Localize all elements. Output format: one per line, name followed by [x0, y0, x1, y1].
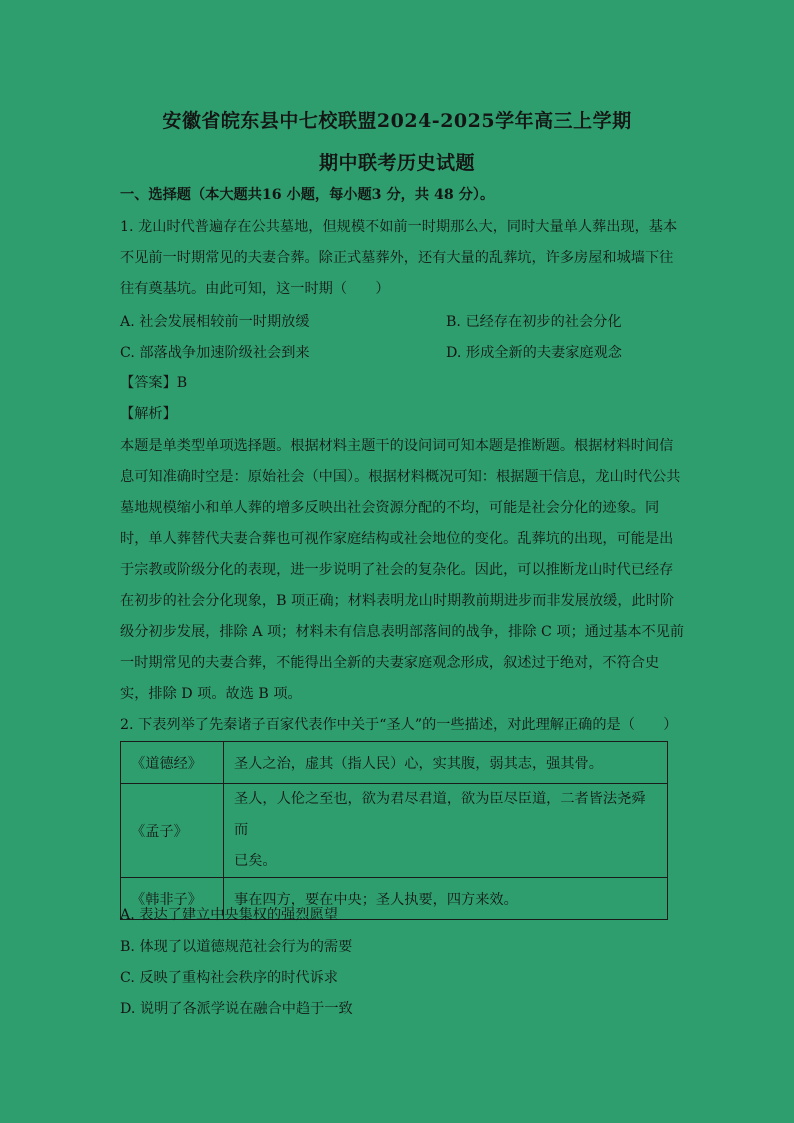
doc-title-line1: 安徽省皖东县中七校联盟2024-2025学年高三上学期 [162, 110, 632, 132]
q2-option-d: D. 说明了各派学说在融合中趋于一致 [120, 1001, 353, 1017]
quote-line: 圣人，人伦之至也，欲为君尽君道，欲为臣尽臣道，二者皆法尧舜而 [234, 791, 646, 838]
q2-option-c: C. 反映了重构社会秩序的时代诉求 [120, 970, 338, 986]
table-quote-cell [224, 742, 668, 784]
q2-option-a: A. 表达了建立中央集权的强烈愿望 [120, 907, 338, 923]
q1-option-d: D. 形成全新的夫妻家庭观念 [446, 345, 622, 361]
q1-stem-line: 往有奠基坑。由此可知，这一时期（ ） [120, 281, 390, 297]
q1-analysis-line: 时，单人葬替代夫妻合葬也可视作家庭结构或社会地位的变化。乱葬坑的出现，可能是出 [120, 531, 674, 547]
quote-line: 圣人之治，虚其（指人民）心，实其腹，弱其志，强其骨。 [234, 755, 603, 772]
table-row [121, 742, 668, 784]
table-row [121, 784, 668, 878]
section-header: 一、选择题（本大题共16 小题，每小题3 分，共 48 分）。 [120, 187, 495, 203]
q1-stem-line: 不见前一时期常见的夫妻合葬。除正式墓葬外，还有大量的乱葬坑，许多房屋和城墙下往 [120, 250, 674, 266]
q1-analysis-line: 级分初步发展，排除 A 项；材料未有信息表明部落间的战争，排除 C 项；通过基本不见前 [120, 624, 685, 640]
q2-source-table [120, 741, 668, 920]
q1-analysis-line: 在初步的社会分化现象，B 项正确；材料表明龙山时期教前期进步而非发展放缓，此时阶 [120, 593, 675, 609]
q1-analysis-line: 一时期常见的夫妻合葬，不能得出全新的夫妻家庭观念形成，叙述过于绝对，不符合史 [120, 655, 660, 671]
quote-line: 已矣。 [234, 853, 277, 869]
q2-stem: 2. 下表列举了先秦诸子百家代表作中关于“圣人”的一些描述，对此理解正确的是（ ） [120, 717, 678, 733]
q1-analysis-line: 实，排除 D 项。故选 B 项。 [120, 686, 302, 702]
table-book-cell: 《孟子》 [121, 784, 224, 878]
table-book-cell: 《韩非子》 [121, 878, 224, 920]
table-book-cell: 《道德经》 [121, 742, 224, 784]
q1-answer: 【答案】B [120, 375, 188, 391]
q1-option-b: B. 已经存在初步的社会分化 [446, 314, 622, 330]
q1-option-c: C. 部落战争加速阶级社会到来 [120, 345, 310, 361]
q1-option-a: A. 社会发展相较前一时期放缓 [120, 314, 310, 330]
q1-analysis-label: 【解析】 [120, 406, 177, 422]
doc-title-line2: 期中联考历史试题 [318, 152, 475, 174]
q1-analysis-line: 于宗教或阶级分化的表现，进一步说明了社会的复杂化。因此，可以推断龙山时代已经存 [120, 562, 674, 578]
quote-line: 事在四方，要在中央；圣人执要，四方来效。 [234, 891, 518, 908]
q1-stem-line: 1. 龙山时代普遍存在公共墓地，但规模不如前一时期那么大，同时大量单人葬出现，基本 [120, 219, 678, 235]
q1-analysis-line: 本题是单类型单项选择题。根据材料主题干的设问词可知本题是推断题。根据材料时间信 [120, 438, 674, 454]
q1-analysis-line: 息可知准确时空是：原始社会（中国）。根据材料概况可知：根据题干信息，龙山时代公共 [120, 469, 681, 485]
q2-option-b: B. 体现了以道德规范社会行为的需要 [120, 939, 353, 955]
table-quote-cell [224, 784, 668, 878]
q1-analysis-line: 墓地规模缩小和单人葬的增多反映出社会资源分配的不均，可能是社会分化的迹象。同 [120, 500, 660, 516]
